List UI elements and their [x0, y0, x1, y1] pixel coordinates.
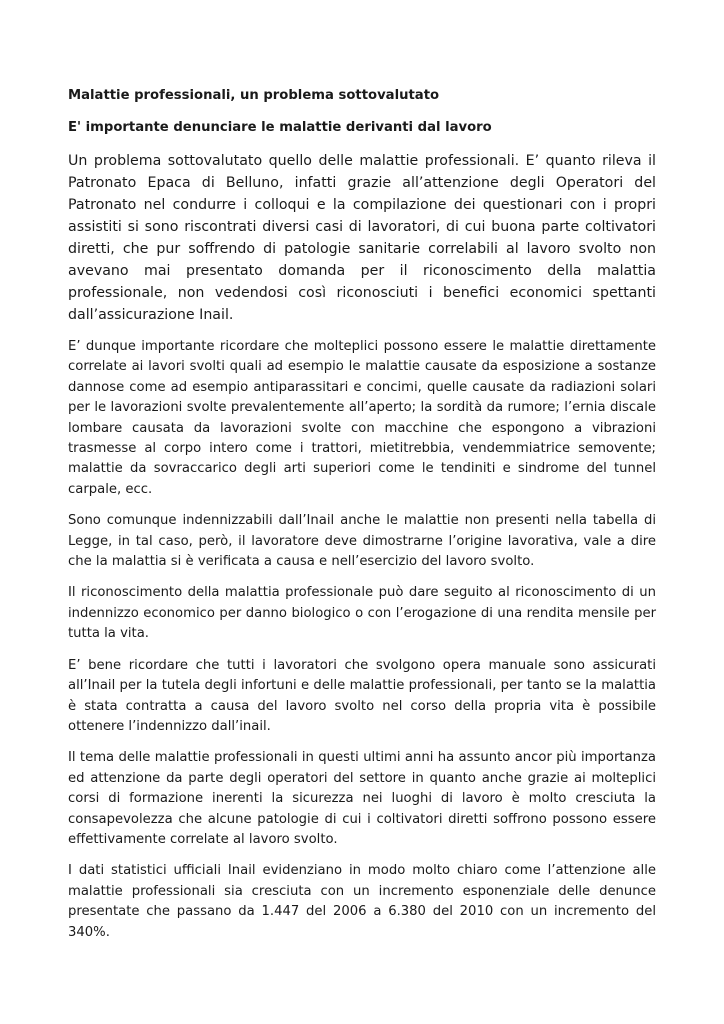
document-page [68, 86, 656, 954]
document-subtitle: E' importante denunciare le malattie derivanti dal lavoro [68, 120, 492, 135]
paragraph-2: E’ dunque importante ricordare che molteplici possono essere le malattie direttamente correlate ai lavori svolti quali ad esempio le malattie causate da esposizione a sostanze dannose come ad esempio antiparassitari e concimi, quelle causate da radiazioni solari per le lavorazioni svolte prevalentemente all’aperto; la sordità da rumore; l’ernia discale lombare causata da lavorazioni svolte con macchine che espongono a vibrazioni trasmesse al corpo intero come i trattori, mietitrebbia, vendemmiatrice semovente; malattie da sovraccarico degli arti superiori come le tendiniti e sindrome del tunnel carpale, ecc. [68, 339, 656, 497]
paragraph-5: E’ bene ricordare che tutti i lavoratori che svolgono opera manuale sono assicurati all’Inail per la tutela degli infortuni e delle malattie professionali, per tanto se la malattia è stata contratta a causa del lavoro svolto nel corso della propria vita è possibile ottenere l’indennizzo dall’inail. [68, 657, 656, 734]
document-title: Malattie professionali, un problema sottovalutato [68, 88, 440, 103]
paragraph-3: Sono comunque indennizzabili dall’Inail anche le malattie non presenti nella tabella di Legge, in tal caso, però, il lavoratore deve dimostrarne l’origine lavorativa, vale a dire che la malattia si è verificata a causa e nell’esercizio del lavoro svolto. [68, 513, 656, 570]
paragraph-7: I dati statistici ufficiali Inail evidenziano in modo molto chiaro come l’attenzione alle malattie professionali sia cresciuta con un incremento esponenziale delle denunce presentate che passano da 1.447 del 2006 a 6.380 del 2010 con un incremento del 340%. [68, 863, 656, 940]
paragraph-4: Il riconoscimento della malattia professionale può dare seguito al riconoscimento di un indennizzo economico per danno biologico o con l’erogazione di una rendita mensile per tutta la vita. [68, 585, 656, 642]
paragraph-1: Un problema sottovalutato quello delle malattie professionali. E’ quanto rileva il Patronato Epaca di Belluno, infatti grazie all’attenzione degli Operatori del Patronato nel condurre i colloqui e la compilazione dei questionari con i propri assistiti si sono riscontrati diversi casi di lavoratori, di cui buona parte coltivatori diretti, che pur soffrendo di patologie sanitarie correlabili al lavoro svolto non avevano mai presentato domanda per il riconoscimento della malattia professionale, non vedendosi così riconosciuti i benefici economici spettanti dall’assicurazione Inail. [68, 153, 656, 323]
paragraph-6: Il tema delle malattie professionali in questi ultimi anni ha assunto ancor più importanza ed attenzione da parte degli operatori del settore in quanto anche grazie ai molteplici corsi di formazione inerenti la sicurezza nei luoghi di lavoro è molto cresciuta la consapevolezza che alcune patologie di cui i coltivatori diretti soffrono possono essere effettivamente correlate al lavoro svolto. [68, 750, 656, 847]
